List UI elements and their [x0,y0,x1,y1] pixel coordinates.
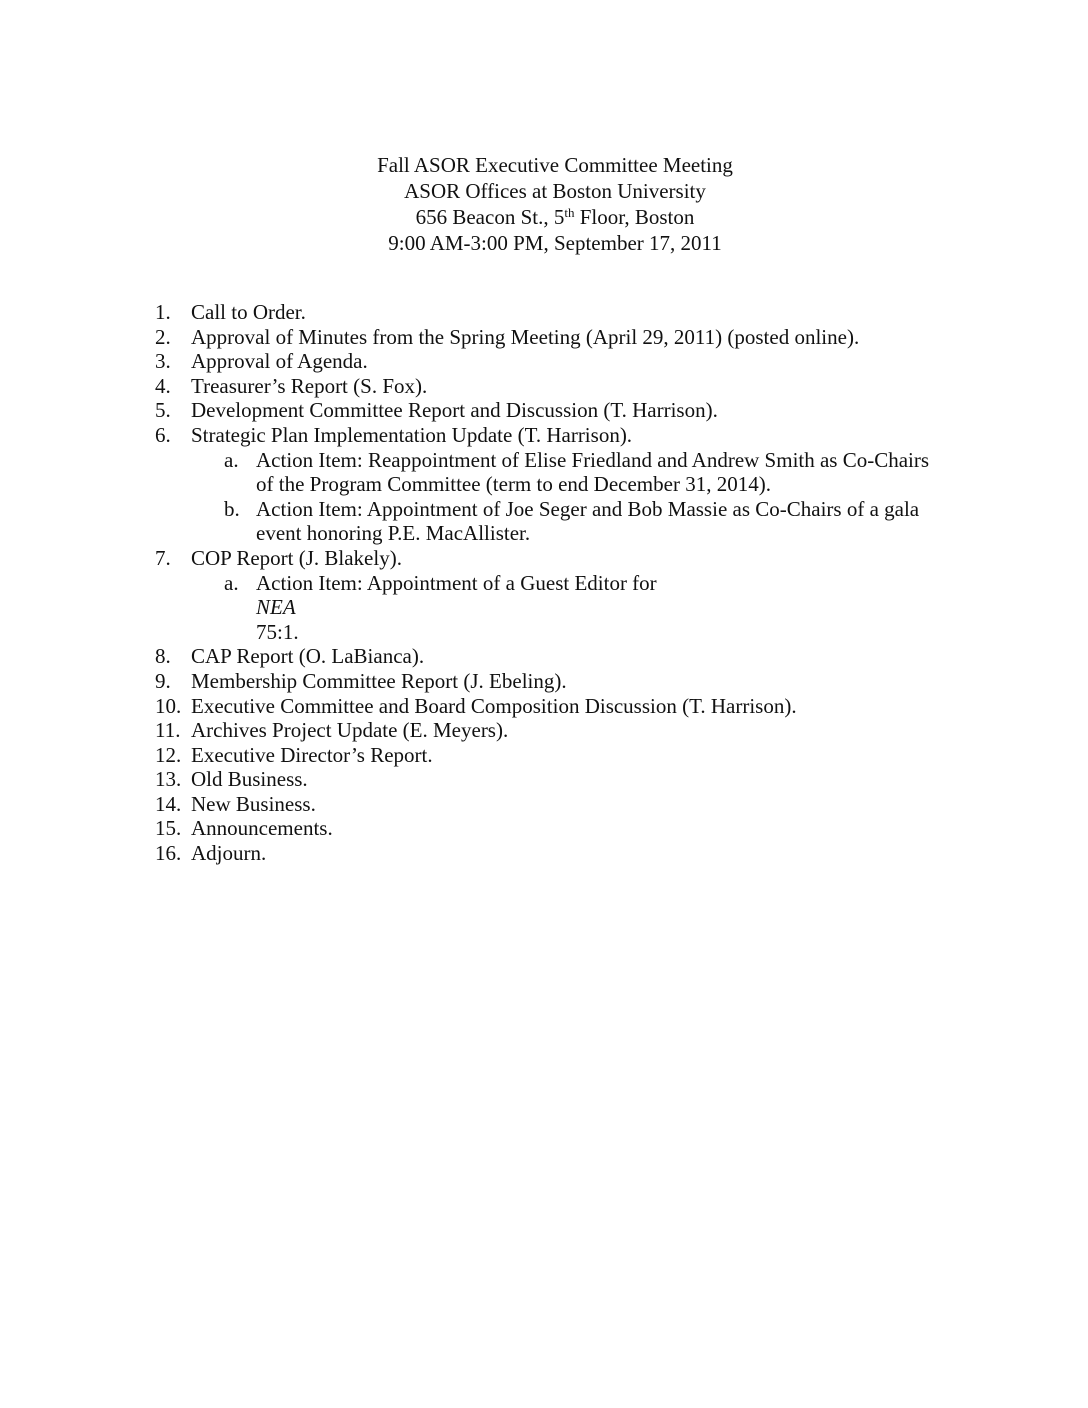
agenda-subitem-text [256,448,1055,497]
agenda-item-text: CAP Report (O. LaBianca). [191,644,425,669]
agenda-item-number: 1. [155,300,171,324]
subitem-text-pre: Action Item: Appointment of a Guest Editor for [256,570,657,595]
agenda-subitem [155,571,1055,645]
agenda-item-number: 9. [155,668,171,693]
agenda-item [155,546,1055,571]
agenda-item-text: Development Committee Report and Discussion (T. Harrison). [191,398,718,423]
agenda-subitem-line: Action Item: Reappointment of Elise Friedland and Andrew Smith as Co-Chairs [256,447,930,472]
agenda-subitem-letter: a. [224,447,239,472]
agenda-item-number: 12. [155,742,182,767]
agenda-subitem [155,448,1055,497]
agenda-item-number: 3. [155,349,171,374]
agenda-item-number: 8. [155,644,171,669]
meeting-address [0,204,1088,230]
agenda-item [155,694,1055,719]
meeting-location: ASOR Offices at Boston University [404,179,706,203]
agenda-item [155,816,1055,841]
agenda-item-text: Call to Order. [191,300,306,324]
agenda-item [155,669,1055,694]
agenda-subitem-line: of the Program Committee (term to end December 31, 2014). [256,472,771,497]
agenda-item-number: 2. [155,324,171,349]
address-city: Floor, Boston [574,205,695,229]
address-floor-ordinal: th [564,205,575,220]
agenda-item [155,743,1055,768]
agenda-item [155,349,1055,374]
agenda-item [155,325,1055,350]
meeting-header [0,152,1088,256]
agenda-subitem-text [256,497,1055,546]
agenda-list [155,300,1055,866]
agenda-item-text: Strategic Plan Implementation Update (T. Harrison). [191,422,633,447]
agenda-item-text: Executive Committee and Board Composition Discussion (T. Harrison). [191,693,797,718]
agenda-item [155,792,1055,817]
agenda-item-text: New Business. [191,791,316,816]
agenda-subitem-text [256,571,1055,645]
agenda-item-number: 14. [155,791,182,816]
agenda-item-number: 10. [155,693,182,718]
agenda-item [155,423,1055,448]
agenda-subitem-letter: a. [224,570,239,595]
agenda-item-number: 6. [155,422,171,447]
agenda-item-number: 11. [155,718,181,743]
agenda-item-number: 13. [155,767,182,792]
agenda-item-text: Membership Committee Report (J. Ebeling). [191,668,567,693]
meeting-datetime: 9:00 AM-3:00 PM, September 17, 2011 [388,231,722,255]
journal-abbrev: NEA [256,595,296,620]
agenda-subitem-letter: b. [224,496,240,521]
agenda-subitem [155,497,1055,546]
agenda-item [155,767,1055,792]
agenda-item-text: Approval of Agenda. [191,349,368,374]
address-street: 656 Beacon St., 5 [415,205,565,229]
subitem-text-post: 75:1. [256,619,299,644]
agenda-item-text: Announcements. [191,816,333,841]
agenda-item-number: 15. [155,816,182,841]
agenda-subitem-line: Action Item: Appointment of Joe Seger and Bob Massie as Co-Chairs of a gala [256,496,920,521]
agenda-item [155,644,1055,669]
agenda-item [155,300,1055,325]
meeting-title: Fall ASOR Executive Committee Meeting [377,153,733,177]
agenda-subitem-line [256,571,1055,645]
agenda-item [155,841,1055,866]
agenda-subitem-line: event honoring P.E. MacAllister. [256,521,531,546]
agenda-item-text: Approval of Minutes from the Spring Meeting (April 29, 2011) (posted online). [191,324,860,349]
agenda-item-text: Archives Project Update (E. Meyers). [191,718,509,743]
agenda-item-number: 4. [155,373,171,398]
agenda-item-number: 7. [155,545,171,570]
agenda-item-number: 5. [155,398,171,423]
agenda-item-text: COP Report (J. Blakely). [191,545,402,570]
agenda-item-text: Executive Director’s Report. [191,742,433,767]
agenda-item [155,718,1055,743]
agenda-item-text: Adjourn. [191,841,267,866]
agenda-item [155,398,1055,423]
agenda-item-number: 16. [155,841,182,866]
agenda-item-text: Old Business. [191,767,308,792]
agenda-item-text: Treasurer’s Report (S. Fox). [191,373,428,398]
agenda-item [155,374,1055,399]
